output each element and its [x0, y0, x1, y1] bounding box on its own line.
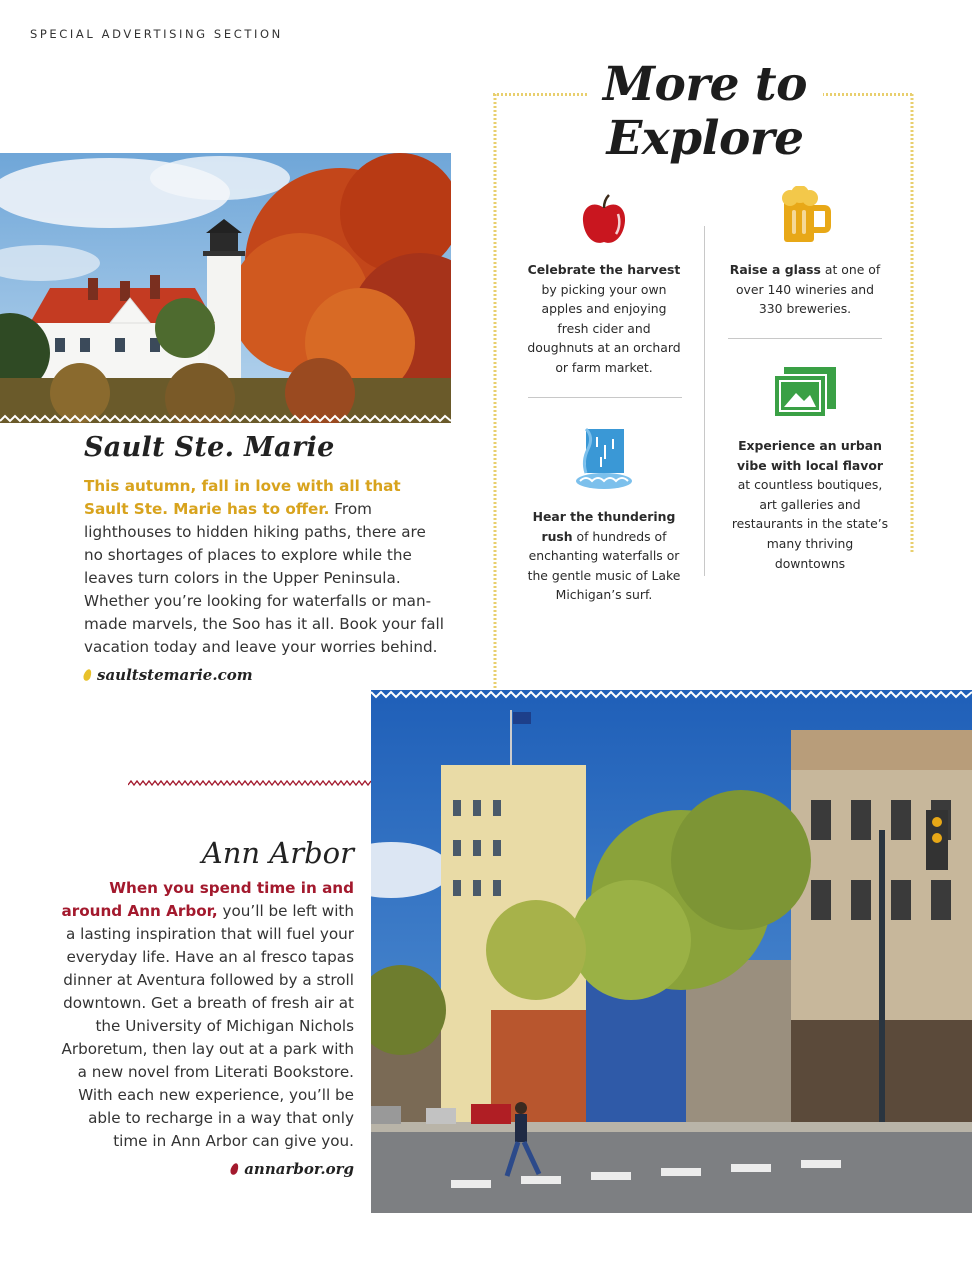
sault-link[interactable] — [84, 666, 253, 684]
tip-glass-text: at one of over 140 wineries and 330 breweries. — [735, 262, 881, 317]
section-label: SPECIAL ADVERTISING SECTION — [30, 27, 283, 41]
tip-urban-text: at countless boutiques, art galleries and restaurants in the state’s many thriving downtowns — [731, 477, 889, 571]
explore-title-line1: More to — [603, 57, 807, 112]
ann-link[interactable] — [231, 1160, 354, 1178]
tip-harvest — [526, 260, 682, 378]
explore-divider-right — [728, 338, 882, 339]
explore-frame-top-right — [822, 92, 914, 97]
photo-gallery-icon — [772, 365, 838, 419]
sault-body-text: From lighthouses to hidden hiking paths, there are no shortages of places to explore while the leaves turn colors in the Upper Peninsula. Whether you’re looking for waterfalls or man-made marvels, the Soo has it all. Book your fall vacation today and leave your worries behind. — [84, 500, 444, 656]
tip-falls-bold: Hear the thundering rush — [532, 509, 676, 544]
leaf-icon — [229, 1162, 240, 1176]
sault-lead: This autumn, fall in love with all that Sault Ste. Marie has to offer. — [84, 477, 401, 518]
ann-divider — [128, 779, 371, 787]
ann-lead: When you spend time in and around Ann Arbor, — [61, 879, 354, 920]
apple-icon — [580, 194, 628, 248]
explore-frame-left — [493, 94, 497, 690]
sault-title: Sault Ste. Marie — [84, 432, 335, 463]
explore-divider-left — [528, 397, 682, 398]
tip-glass-bold: Raise a glass — [729, 262, 821, 277]
ann-body — [50, 877, 354, 1153]
tip-glass — [728, 260, 882, 319]
tip-urban-bold: Experience an urban vibe with local flavor — [737, 438, 883, 473]
ann-link-text[interactable]: annarbor.org — [244, 1160, 354, 1178]
sault-body — [84, 475, 444, 659]
sault-lighthouse-photo — [0, 153, 451, 423]
ann-arbor-street-photo — [371, 690, 972, 1213]
tip-harvest-bold: Celebrate the harvest — [527, 262, 681, 277]
explore-vertical-divider — [704, 226, 705, 576]
sault-link-text[interactable]: saultstemarie.com — [97, 666, 253, 684]
tip-harvest-text: by picking your own apples and enjoying fresh cider and doughnuts at an orchard or farm market. — [527, 281, 681, 375]
ann-title: Ann Arbor — [201, 836, 354, 870]
tip-falls-text: of hundreds of enchanting waterfalls or the gentle music of Lake Michigan’s surf. — [527, 528, 681, 603]
waterfall-icon — [574, 427, 634, 493]
explore-title — [587, 58, 823, 188]
beer-mug-icon — [778, 186, 832, 246]
tip-falls — [526, 507, 682, 605]
leaf-icon — [82, 668, 93, 682]
ann-body-text: you’ll be left with a lasting inspiration that will fuel your everyday life. Have an al fresco tapas dinner at Aventura followed by a stroll downtown. Get a breath of fresh air at the University of Michigan Nichols Arboretum, then lay out at a park with a new novel from Literati Bookstore. With each new experience, you’ll be able to recharge in a way that only time in Ann Arbor can give you. — [61, 902, 354, 1150]
tip-urban — [730, 436, 890, 573]
explore-title-line2: Explore — [606, 111, 804, 166]
explore-frame-right — [910, 94, 914, 552]
explore-frame-top-left — [493, 92, 587, 97]
